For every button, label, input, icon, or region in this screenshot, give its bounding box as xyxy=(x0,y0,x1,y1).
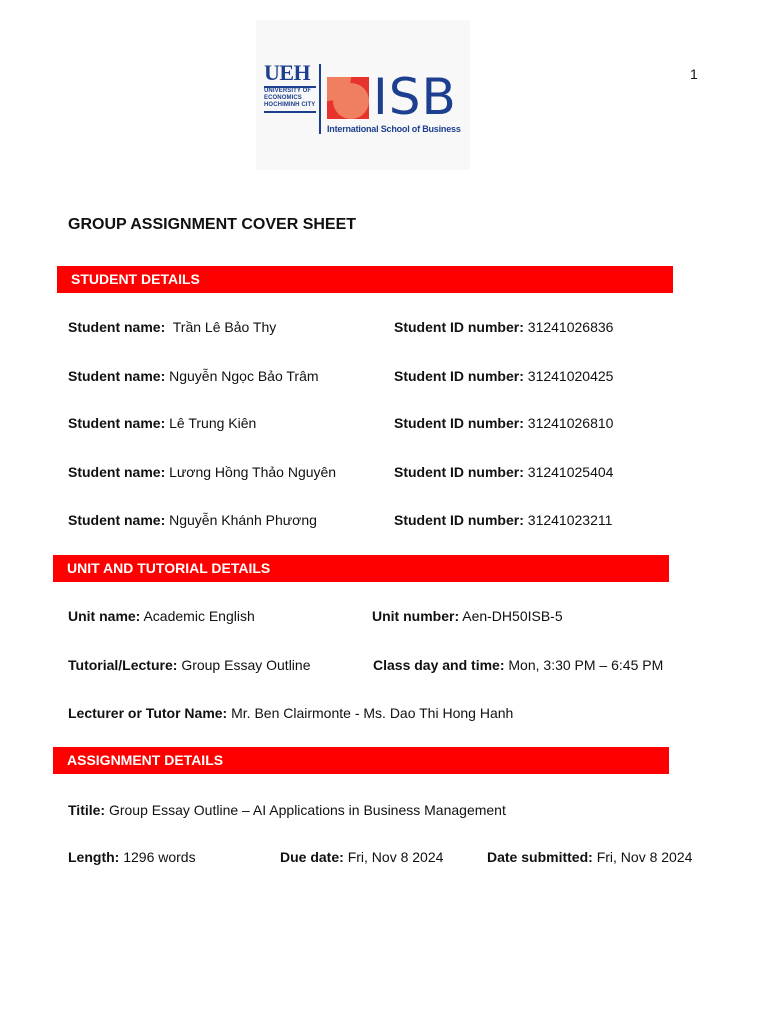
student-name-field-3 xyxy=(68,415,256,431)
isb-logo-text: ISB xyxy=(373,68,457,126)
ueh-logo-text: UEH xyxy=(264,60,311,85)
class-time-value: Mon, 3:30 PM – 6:45 PM xyxy=(508,657,664,673)
section-bar-assignment-details: ASSIGNMENT DETAILS xyxy=(53,747,669,774)
student-id-label: Student ID number: xyxy=(394,415,524,431)
student-name-value: Lê Trung Kiên xyxy=(169,415,257,431)
due-date-label: Due date: xyxy=(280,849,344,865)
document-title: GROUP ASSIGNMENT COVER SHEET xyxy=(68,216,357,233)
section-bar-unit-details: UNIT AND TUTORIAL DETAILS xyxy=(53,555,669,582)
student-name-field-4 xyxy=(68,464,336,480)
lecturer-value: Mr. Ben Clairmonte - Ms. Dao Thi Hong Hanh xyxy=(231,705,514,721)
student-id-field-4 xyxy=(394,464,613,480)
section-bar-student-details: STUDENT DETAILS xyxy=(57,266,673,293)
student-id-label: Student ID number: xyxy=(394,319,524,335)
isb-mark-circle xyxy=(333,83,369,119)
unit-number-label: Unit number: xyxy=(372,608,460,624)
student-name-field-1 xyxy=(68,319,276,335)
page-number: 1 xyxy=(690,66,698,82)
student-id-label: Student ID number: xyxy=(394,368,524,384)
tutorial-field xyxy=(68,657,310,673)
date-submitted-label: Date submitted: xyxy=(487,849,593,865)
student-id-field-3 xyxy=(394,415,613,431)
student-name-value: Trần Lê Bảo Thy xyxy=(172,319,277,335)
class-time-field xyxy=(373,657,663,673)
student-name-value: Nguyễn Ngọc Bảo Trâm xyxy=(169,368,319,384)
student-id-field-2 xyxy=(394,368,613,384)
student-name-label: Student name: xyxy=(68,464,166,480)
assignment-title-field xyxy=(68,802,506,818)
ueh-logo-sub-1: UNIVERSITY OF xyxy=(264,88,312,94)
unit-name-value: Academic English xyxy=(143,608,255,624)
isb-logo-subtitle: International School of Business xyxy=(327,124,461,134)
tutorial-label: Tutorial/Lecture: xyxy=(68,657,178,673)
unit-number-field xyxy=(372,608,563,624)
student-name-label: Student name: xyxy=(68,415,166,431)
unit-name-label: Unit name: xyxy=(68,608,141,624)
ueh-logo xyxy=(264,62,316,113)
date-submitted-value: Fri, Nov 8 2024 xyxy=(596,849,693,865)
student-name-label: Student name: xyxy=(68,319,166,335)
class-time-label: Class day and time: xyxy=(373,657,505,673)
student-name-label: Student name: xyxy=(68,368,166,384)
date-submitted-field xyxy=(487,849,692,865)
tutorial-value: Group Essay Outline xyxy=(181,657,311,673)
student-id-field-1 xyxy=(394,319,613,335)
length-value: 1296 words xyxy=(123,849,196,865)
length-field xyxy=(68,849,196,865)
student-id-field-5 xyxy=(394,512,612,528)
ueh-logo-sub-3: HOCHIMINH CITY xyxy=(264,102,316,108)
ueh-logo-rule-bottom xyxy=(264,111,316,113)
due-date-value: Fri, Nov 8 2024 xyxy=(347,849,444,865)
length-label: Length: xyxy=(68,849,120,865)
student-id-value: 31241020425 xyxy=(527,368,614,384)
student-name-field-2 xyxy=(68,368,319,384)
ueh-logo-sub-2: ECONOMICS xyxy=(264,95,302,101)
assignment-title-label: Titile: xyxy=(68,802,106,818)
student-id-label: Student ID number: xyxy=(394,464,524,480)
student-id-value: 31241025404 xyxy=(527,464,614,480)
lecturer-field xyxy=(68,705,513,721)
student-id-value: 31241023211 xyxy=(527,512,613,528)
unit-number-value: Aen-DH50ISB-5 xyxy=(462,608,563,624)
student-name-value: Lương Hồng Thảo Nguyên xyxy=(169,464,337,480)
isb-logo-mark xyxy=(327,77,369,119)
logo-divider xyxy=(319,64,321,134)
lecturer-label: Lecturer or Tutor Name: xyxy=(68,705,228,721)
student-id-value: 31241026836 xyxy=(527,319,614,335)
student-id-value: 31241026810 xyxy=(527,415,614,431)
unit-name-field xyxy=(68,608,255,624)
due-date-field xyxy=(280,849,443,865)
student-name-label: Student name: xyxy=(68,512,166,528)
student-id-label: Student ID number: xyxy=(394,512,524,528)
student-name-field-5 xyxy=(68,512,317,528)
student-name-value: Nguyễn Khánh Phương xyxy=(169,512,317,528)
assignment-title-value: Group Essay Outline – AI Applications in Business Management xyxy=(108,802,506,818)
